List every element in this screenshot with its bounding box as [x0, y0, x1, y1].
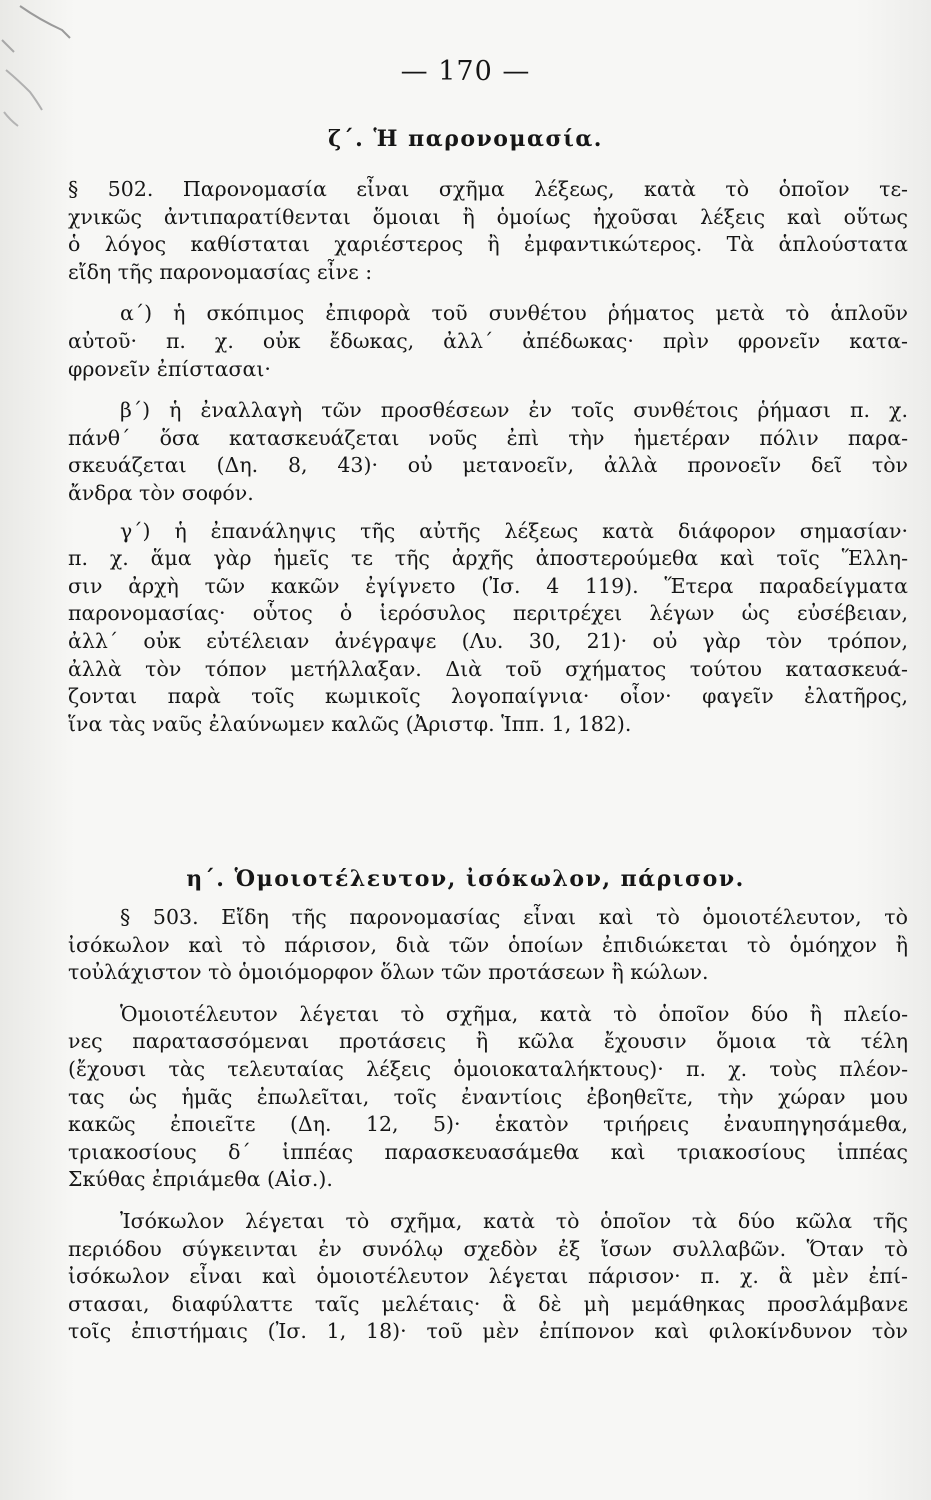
- text-line: α΄) ἡ σκόπιμος ἐπιφορὰ τοῦ συνθέτου ῥήματος μετὰ τὸ ἁπλοῦν: [120, 301, 908, 326]
- text-line: π. χ. ἅμα γὰρ ἡμεῖς τε τῆς ἀρχῆς ἀποστερούμεθα καὶ τοῖς Ἕλλη-: [68, 546, 908, 571]
- text-line: σιν ἀρχὴ τῶν κακῶν ἐγίγνετο (Ἰσ. 4 119). Ἕτερα παραδείγματα: [68, 573, 908, 598]
- text-line: φρονεῖν ἐπίστασαι·: [68, 356, 271, 381]
- paragraph-503: [68, 904, 908, 1346]
- text-line: Ἰσόκωλον λέγεται τὸ σχῆμα, κατὰ τὸ ὁποῖον τὰ δύο κῶλα τῆς: [120, 1208, 908, 1233]
- section-heading-paronomasia: ζ΄. Ἡ παρονομασία.: [328, 126, 603, 152]
- text-line: τοὐλάχιστον τὸ ὁμοιόμορφον ὅλων τῶν προτάσεων ἢ κώλων.: [68, 960, 709, 985]
- text-line: § 502. Παρονομασία εἶναι σχῆμα λέξεως, κατὰ τὸ ὁποῖον τε-: [68, 177, 908, 201]
- text-line: αὐτοῦ· π. χ. οὐκ ἔδωκας, ἀλλ΄ ἀπέδωκας· πρὶν φρονεῖν κατα-: [68, 328, 908, 353]
- text-line: τας ὡς ἡμᾶς ἐπωλεῖται, τοῖς ἐναντίοις ἐβοηθεῖτε, τὴν χώραν μου: [68, 1084, 908, 1109]
- text-line: ἀλλὰ τὸν τόπον μετήλλαξαν. Διὰ τοῦ σχήματος τούτου κατασκευά-: [68, 656, 908, 681]
- paragraph-502: [68, 176, 908, 738]
- text-line: νες παρατασσόμεναι προτάσεις ἢ κῶλα ἔχουσιν ὅμοια τὰ τέλη: [68, 1029, 908, 1054]
- text-line: Ὁμοιοτέλευτον λέγεται τὸ σχῆμα, κατὰ τὸ ὁποῖον δύο ἢ πλείο-: [120, 1001, 908, 1026]
- text-line: ἄνδρα τὸν σοφόν.: [68, 480, 254, 505]
- text-line: β΄) ἡ ἐναλλαγὴ τῶν προσθέσεων ἐν τοῖς συνθέτοις ῥήμασι π. χ.: [120, 398, 908, 423]
- text-line: ζονται παρὰ τοῖς κωμικοῖς λογοπαίγνια· οἷον· φαγεῖν ἐλατῆρος,: [68, 684, 908, 709]
- text-line: ἰσόκωλον καὶ τὸ πάρισον, διὰ τῶν ὁποίων ἐπιδιώκεται τὸ ὁμόηχον ἢ: [68, 932, 908, 957]
- text-line: κακῶς ἐποιεῖτε (Δη. 12, 5)· ἑκατὸν τριήρεις ἐναυπηγησάμεθα,: [68, 1112, 908, 1137]
- text-line: σκευάζεται (Δη. 8, 43)· οὐ μετανοεῖν, ἀλλὰ προνοεῖν δεῖ τὸν: [68, 453, 908, 478]
- text-line: εἴδη τῆς παρονομασίας εἶνε :: [68, 259, 373, 284]
- text-line: § 503. Εἴδη τῆς παρονομασίας εἶναι καὶ τὸ ὁμοιοτέλευτον, τὸ: [120, 905, 908, 929]
- text-line: ἵνα τὰς ναῦς ἐλαύνωμεν καλῶς (Ἀριστφ. Ἱππ. 1, 182).: [68, 711, 632, 736]
- text-line: Σκύθας ἐπριάμεθα (Αἰσ.).: [68, 1167, 333, 1192]
- text-line: ἰσόκωλον εἶναι καὶ ὁμοιοτέλευτον λέγεται πάρισον· π. χ. ἃ μὲν ἐπί-: [68, 1264, 908, 1289]
- text-line: παρονομασίας· οὗτος ὁ ἱερόσυλος περιτρέχει λέγων ὡς εὐσέβειαν,: [68, 601, 908, 626]
- text-line: τοῖς ἐπιστήμαις (Ἰσ. 1, 18)· τοῦ μὲν ἐπίπονον καὶ φιλοκίνδυνον τὸν: [68, 1319, 908, 1344]
- page-number: — 170 —: [400, 56, 531, 87]
- text-line: περιόδου σύγκεινται ἐν συνόλῳ σχεδὸν ἐξ ἴσων συλλαβῶν. Ὅταν τὸ: [68, 1236, 908, 1261]
- text-line: τριακοσίους δ΄ ἱππέας παρασκευασάμεθα καὶ τριακοσίους ἱππέας: [68, 1139, 908, 1164]
- text-line: στασαι, διαφύλαττε ταῖς μελέταις· ἃ δὲ μὴ μεμάθηκας προσλάμβανε: [68, 1291, 908, 1316]
- text-line: ἀλλ΄ οὐκ εὐτέλειαν ἀνέγραψε (Λυ. 30, 21)· οὐ γὰρ τὸν τρόπον,: [68, 628, 908, 653]
- text-line: χνικῶς ἀντιπαρατίθενται ὅμοιαι ἢ ὁμοίως ἠχοῦσαι λέξεις καὶ οὕτως: [68, 204, 908, 229]
- text-line: (ἔχουσι τὰς τελευταίας λέξεις ὁμοιοκαταλήκτους)· π. χ. τοὺς πλέον-: [68, 1056, 908, 1081]
- text-line: πάνθ΄ ὅσα κατασκευάζεται νοῦς ἐπὶ τὴν ἡμετέραν πόλιν παρα-: [68, 425, 908, 450]
- text-line: γ΄) ἡ ἐπανάληψις τῆς αὐτῆς λέξεως κατὰ διάφορον σημασίαν·: [120, 518, 908, 543]
- section-heading-homoioteleuton: η΄. Ὁμοιοτέλευτον, ἰσόκωλον, πάρισον.: [186, 866, 745, 892]
- text-line: ὁ λόγος καθίσταται χαριέστερος ἢ ἐμφαντικώτερος. Τὰ ἁπλούστατα: [68, 232, 908, 257]
